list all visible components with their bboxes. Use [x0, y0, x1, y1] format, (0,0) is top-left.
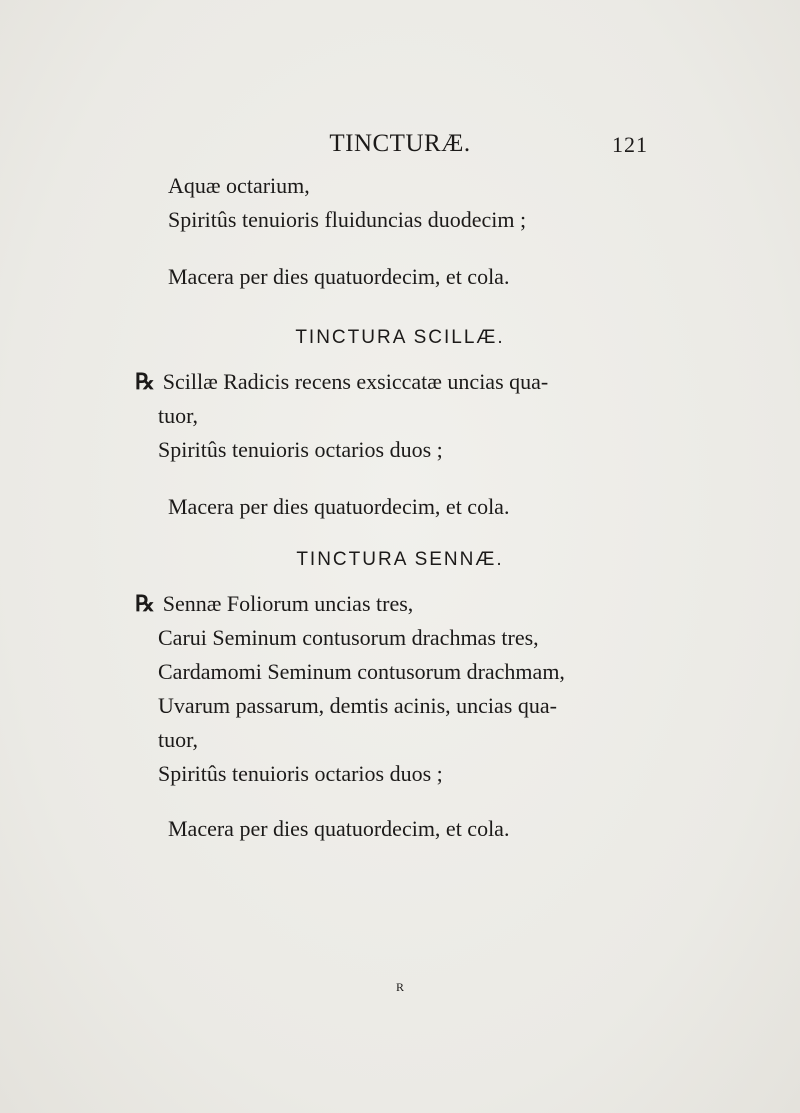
ingredient-text: Sennæ Foliorum uncias tres, — [162, 591, 414, 616]
ingredient-line — [135, 589, 413, 619]
ingredient-text: Scillæ Radicis recens exsiccatæ uncias qua- — [162, 369, 549, 394]
running-title: TINCTURÆ. — [329, 130, 471, 157]
recipe-sign-icon: ℞ — [135, 591, 155, 617]
ingredient-line: Spiritûs tenuioris octarios duos ; — [158, 437, 443, 462]
ingredient-line: Carui Seminum contusorum drachmas tres, — [158, 625, 539, 650]
ingredient-line: Uvarum passarum, demtis acinis, uncias qua- — [158, 693, 557, 718]
instruction-line: Macera per dies quatuordecim, et cola. — [168, 816, 510, 841]
section-title-sennae: TINCTURA SENNÆ. — [296, 549, 504, 570]
running-head — [0, 126, 800, 166]
ingredient-line: Spiritûs tenuioris fluiduncias duodecim ; — [168, 207, 527, 232]
recipe-sign-icon: ℞ — [135, 369, 155, 395]
ingredient-line: Cardamomi Seminum contusorum drachmam, — [158, 659, 565, 684]
ingredient-line — [135, 367, 548, 397]
page-number: 121 — [612, 132, 648, 157]
ingredient-line: Spiritûs tenuioris octarios duos ; — [158, 761, 443, 786]
section-title-scillae: TINCTURA SCILLÆ. — [295, 327, 505, 348]
ingredient-line: tuor, — [158, 727, 199, 752]
ingredient-line: Aquæ octarium, — [168, 173, 310, 198]
ingredient-line: tuor, — [158, 403, 199, 428]
instruction-line: Macera per dies quatuordecim, et cola. — [168, 264, 510, 289]
instruction-line: Macera per dies quatuordecim, et cola. — [168, 494, 510, 519]
signature-mark: R — [395, 980, 404, 994]
